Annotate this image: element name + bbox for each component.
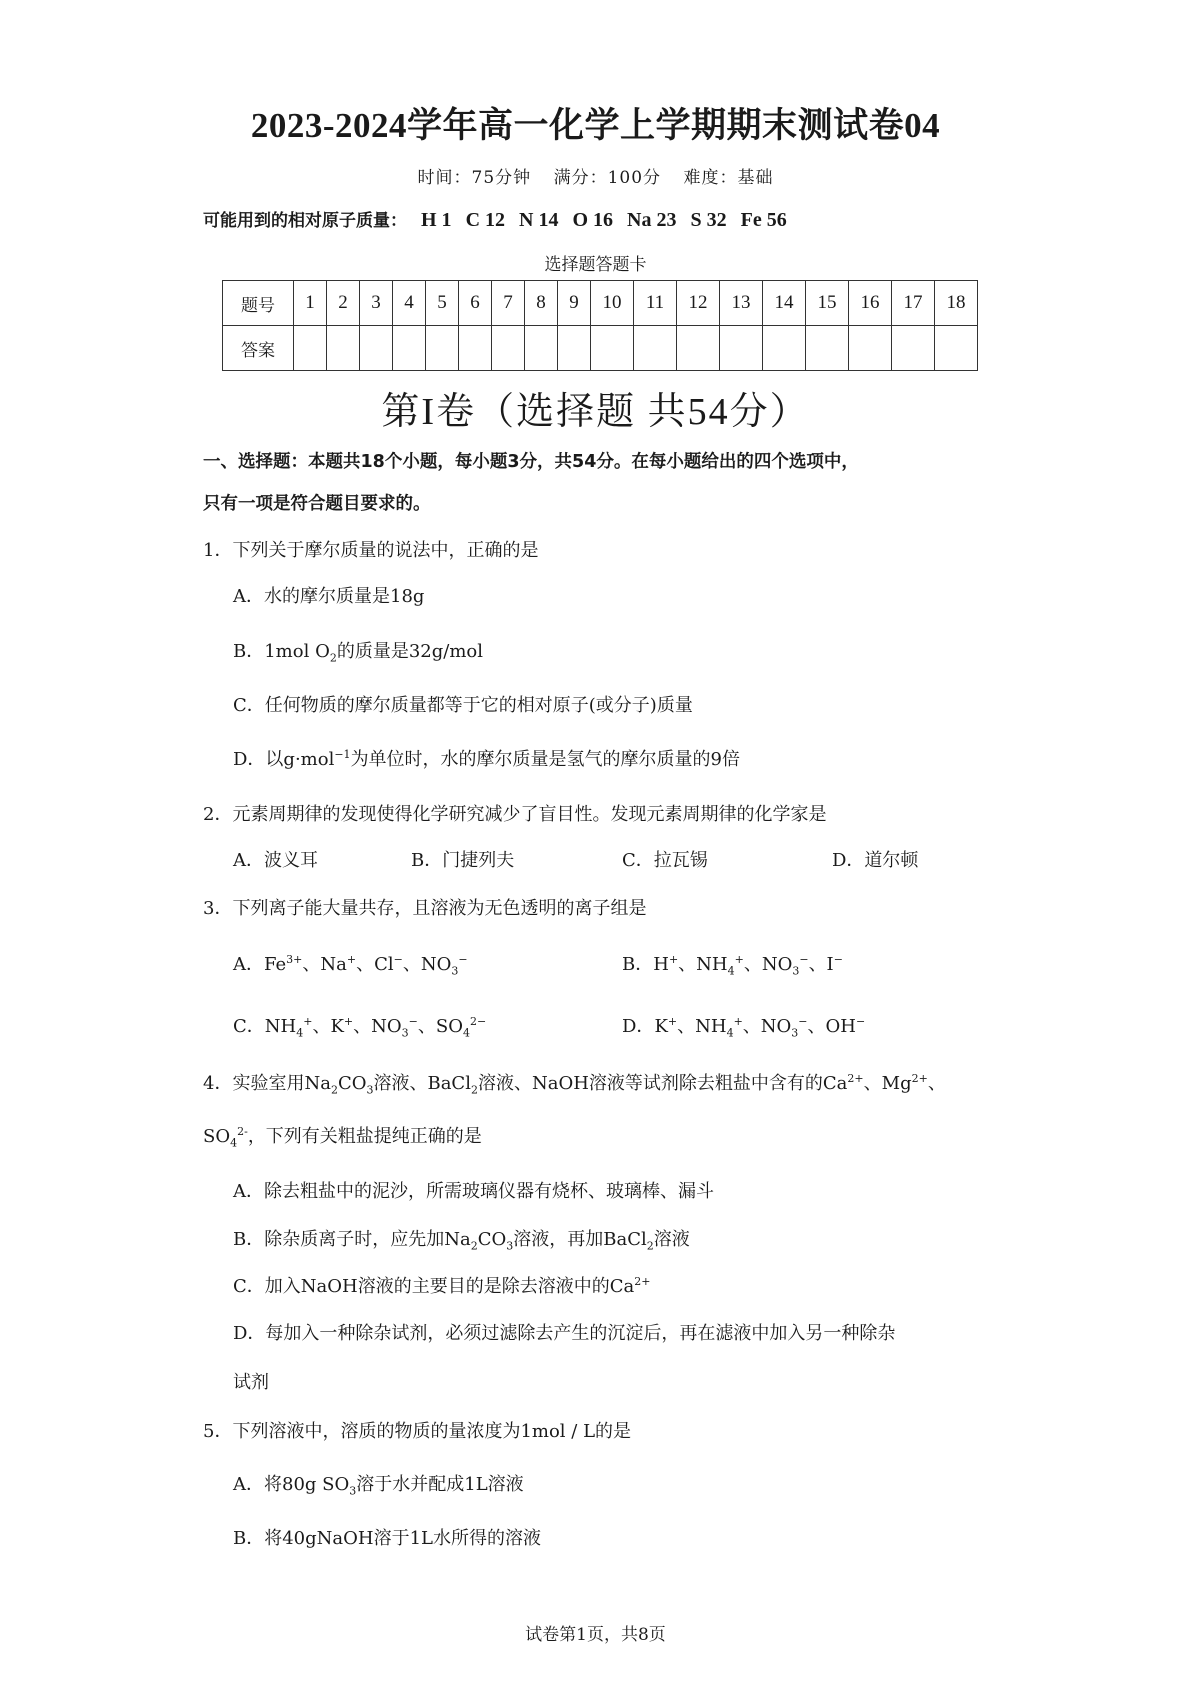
question-number-cell: 15	[806, 281, 849, 326]
question-2-option-a[interactable]: A．波义耳	[233, 850, 318, 871]
q4-stem-end: 、	[927, 1073, 946, 1094]
question-number-cell: 4	[393, 281, 426, 326]
question-number-cell: 10	[591, 281, 634, 326]
question-3-option-d[interactable]: D．K+、$NH_4^+$、$NO_3^-$、OH−	[622, 1015, 866, 1040]
answer-cell[interactable]	[849, 326, 892, 371]
section-title: 第I卷（选择题 共54分）	[381, 391, 810, 433]
answer-cell[interactable]	[558, 326, 591, 371]
question-4-option-d-line2: 试剂	[233, 1372, 269, 1393]
question-3-option-a[interactable]: A．$Fe^{3+}$、Na+、Cl−、$NO_3^-$	[233, 953, 468, 978]
q3d-label: D．	[622, 1016, 655, 1037]
section-instruction-line2: 只有一项是符合题目要求的。	[203, 494, 431, 514]
q4-stem-pre: 4．实验室用Na	[203, 1073, 331, 1094]
exam-subtitle	[0, 163, 1191, 188]
question-2-stem: 2．元素周期律的发现使得化学研究减少了盲目性。发现元素周期律的化学家是	[203, 804, 827, 825]
question-number-cell: 12	[677, 281, 720, 326]
q4c-pre: C．加入NaOH溶液的主要目的是除去溶液中的Ca	[233, 1276, 635, 1297]
question-2-option-c[interactable]: C．拉瓦锡	[622, 850, 708, 871]
page-footer: 试卷第1页，共8页	[525, 1625, 666, 1645]
question-number-cell: 11	[634, 281, 677, 326]
q1b-sub: 2	[329, 651, 337, 665]
answer-header: 答案	[223, 326, 294, 371]
answer-cell[interactable]	[892, 326, 935, 371]
time-limit: 时间：75分钟	[417, 168, 532, 188]
answer-cell[interactable]	[634, 326, 677, 371]
atomic-mass-n: N 14	[519, 209, 559, 231]
q4-stem-mid3: 溶液、NaOH溶液等试剂除去粗盐中含有的Ca	[477, 1073, 848, 1094]
question-number-cell: 6	[459, 281, 492, 326]
atomic-mass-fe: Fe 56	[740, 209, 787, 231]
question-number-cell: 2	[327, 281, 360, 326]
answer-cell[interactable]	[492, 326, 525, 371]
question-3-option-b[interactable]: B．H+、$NH_4^+$、$NO_3^-$、I−	[622, 953, 843, 978]
q5-stem-pre: 5．下列溶液中，溶质的物质的量浓度为	[203, 1421, 521, 1442]
q5a-sub: 3	[349, 1484, 357, 1498]
question-4-stem: 4．实验室用$Na_2CO_3$溶液、BaCl$_2$溶液、NaOH溶液等试剂除去粗盐中含有的$Ca^{2+}$、$Mg^{2+}$、	[203, 1072, 946, 1097]
question-1-option-b[interactable]	[233, 637, 483, 663]
q5-stem-unit: 1mol / L	[520, 1421, 596, 1442]
q4b-pre: B．除杂质离子时，应先加Na	[233, 1229, 471, 1250]
q4-stem-mid1: CO	[337, 1073, 367, 1094]
answer-card-answer-row	[223, 326, 978, 371]
answer-card-title: 选择题答题卡	[544, 255, 647, 275]
difficulty: 难度：基础	[683, 168, 774, 188]
answer-card-table	[222, 280, 978, 371]
section-instruction-line1: 一、选择题：本题共18个小题，每小题3分，共54分。在每小题给出的四个选项中，	[203, 452, 859, 472]
question-3-option-c[interactable]: C．$NH_4^+$、K+、$NO_3^-$、$SO_4^{2-}$	[233, 1015, 487, 1040]
answer-cell[interactable]	[360, 326, 393, 371]
q5a-post: 溶于水并配成1L溶液	[356, 1474, 524, 1495]
answer-cell[interactable]	[677, 326, 720, 371]
q5a-pre: A．将80g SO	[233, 1474, 350, 1495]
question-1-stem: 1．下列关于摩尔质量的说法中，正确的是	[203, 540, 539, 561]
q4b-post: 溶液	[653, 1229, 690, 1250]
q4-line2-post: ，下列有关粗盐提纯正确的是	[247, 1126, 482, 1147]
question-number-cell: 1	[294, 281, 327, 326]
q1b-post: 的质量是32g/mol	[336, 641, 483, 662]
exam-title: 2023-2024学年高一化学上学期期末测试卷04	[250, 106, 941, 145]
answer-cell[interactable]	[525, 326, 558, 371]
question-number-cell: 7	[492, 281, 525, 326]
question-2-option-b[interactable]: B．门捷列夫	[411, 850, 515, 871]
answer-cell[interactable]	[294, 326, 327, 371]
q5-stem-post: 的是	[595, 1421, 632, 1442]
question-1-option-c[interactable]: C．任何物质的摩尔质量都等于它的相对原子(或分子)质量	[233, 695, 693, 716]
atomic-mass-na: Na 23	[627, 209, 677, 231]
q4-stem-mid2: 溶液、BaCl	[373, 1073, 471, 1094]
question-4-stem-line2: $SO_4^{2-}$，下列有关粗盐提纯正确的是	[203, 1125, 482, 1150]
q4b-mid2: 溶液，再加BaCl	[513, 1229, 647, 1250]
question-number-cell: 17	[892, 281, 935, 326]
q1d-sup: −1	[334, 748, 351, 761]
q3c-label: C．	[233, 1016, 265, 1037]
question-number-header: 题号	[223, 281, 294, 326]
atomic-mass-s: S 32	[690, 209, 727, 231]
question-5-option-a[interactable]	[233, 1470, 524, 1496]
atomic-masses-label: 可能用到的相对原子质量：	[203, 211, 407, 231]
question-4-option-b[interactable]: B．除杂质离子时，应先加$Na_2CO_3$溶液，再加BaCl$_2$溶液	[233, 1229, 690, 1253]
answer-cell[interactable]	[720, 326, 763, 371]
answer-cell[interactable]	[806, 326, 849, 371]
question-3-stem: 3．下列离子能大量共存，且溶液为无色透明的离子组是	[203, 898, 647, 919]
q3a-label: A．	[233, 954, 264, 975]
answer-cell[interactable]	[393, 326, 426, 371]
answer-cell[interactable]	[935, 326, 978, 371]
question-number-cell: 9	[558, 281, 591, 326]
question-4-option-c[interactable]: C．加入NaOH溶液的主要目的是除去溶液中的$Ca^{2+}$	[233, 1275, 651, 1297]
full-score: 满分：100分	[553, 168, 662, 188]
atomic-masses	[203, 206, 787, 232]
atomic-mass-c: C 12	[465, 209, 506, 231]
answer-cell[interactable]	[327, 326, 360, 371]
question-2-option-d[interactable]: D．道尔顿	[832, 850, 919, 871]
q1b-pre: B．1mol O	[233, 641, 330, 662]
q4b-mid: CO	[477, 1229, 507, 1250]
q3b-label: B．	[622, 954, 654, 975]
question-number-cell: 13	[720, 281, 763, 326]
question-number-cell: 3	[360, 281, 393, 326]
q1d-post: 为单位时，水的摩尔质量是氢气的摩尔质量的9倍	[350, 749, 741, 770]
answer-card-number-row	[223, 281, 978, 326]
answer-cell[interactable]	[763, 326, 806, 371]
question-4-option-a[interactable]: A．除去粗盐中的泥沙，所需玻璃仪器有烧杯、玻璃棒、漏斗	[233, 1181, 714, 1202]
question-1-option-a[interactable]: A．水的摩尔质量是18g	[233, 586, 425, 607]
q1d-pre: D．以g·mol	[233, 749, 335, 770]
q4-stem-mid4: 、Mg	[863, 1073, 912, 1094]
question-4-option-d[interactable]: D．每加入一种除杂试剂，必须过滤除去产生的沉淀后，再在滤液中加入另一种除杂	[233, 1323, 896, 1344]
answer-cell[interactable]	[591, 326, 634, 371]
atomic-mass-o: O 16	[572, 209, 614, 231]
question-number-cell: 14	[763, 281, 806, 326]
question-number-cell: 8	[525, 281, 558, 326]
answer-cell[interactable]	[426, 326, 459, 371]
atomic-mass-h: H 1	[421, 209, 452, 231]
question-number-cell: 18	[935, 281, 978, 326]
question-5-option-b[interactable]: B．将40gNaOH溶于1L水所得的溶液	[233, 1528, 541, 1549]
question-1-option-d[interactable]	[233, 745, 740, 771]
question-number-cell: 5	[426, 281, 459, 326]
answer-cell[interactable]	[459, 326, 492, 371]
question-number-cell: 16	[849, 281, 892, 326]
question-5-stem	[203, 1417, 631, 1443]
